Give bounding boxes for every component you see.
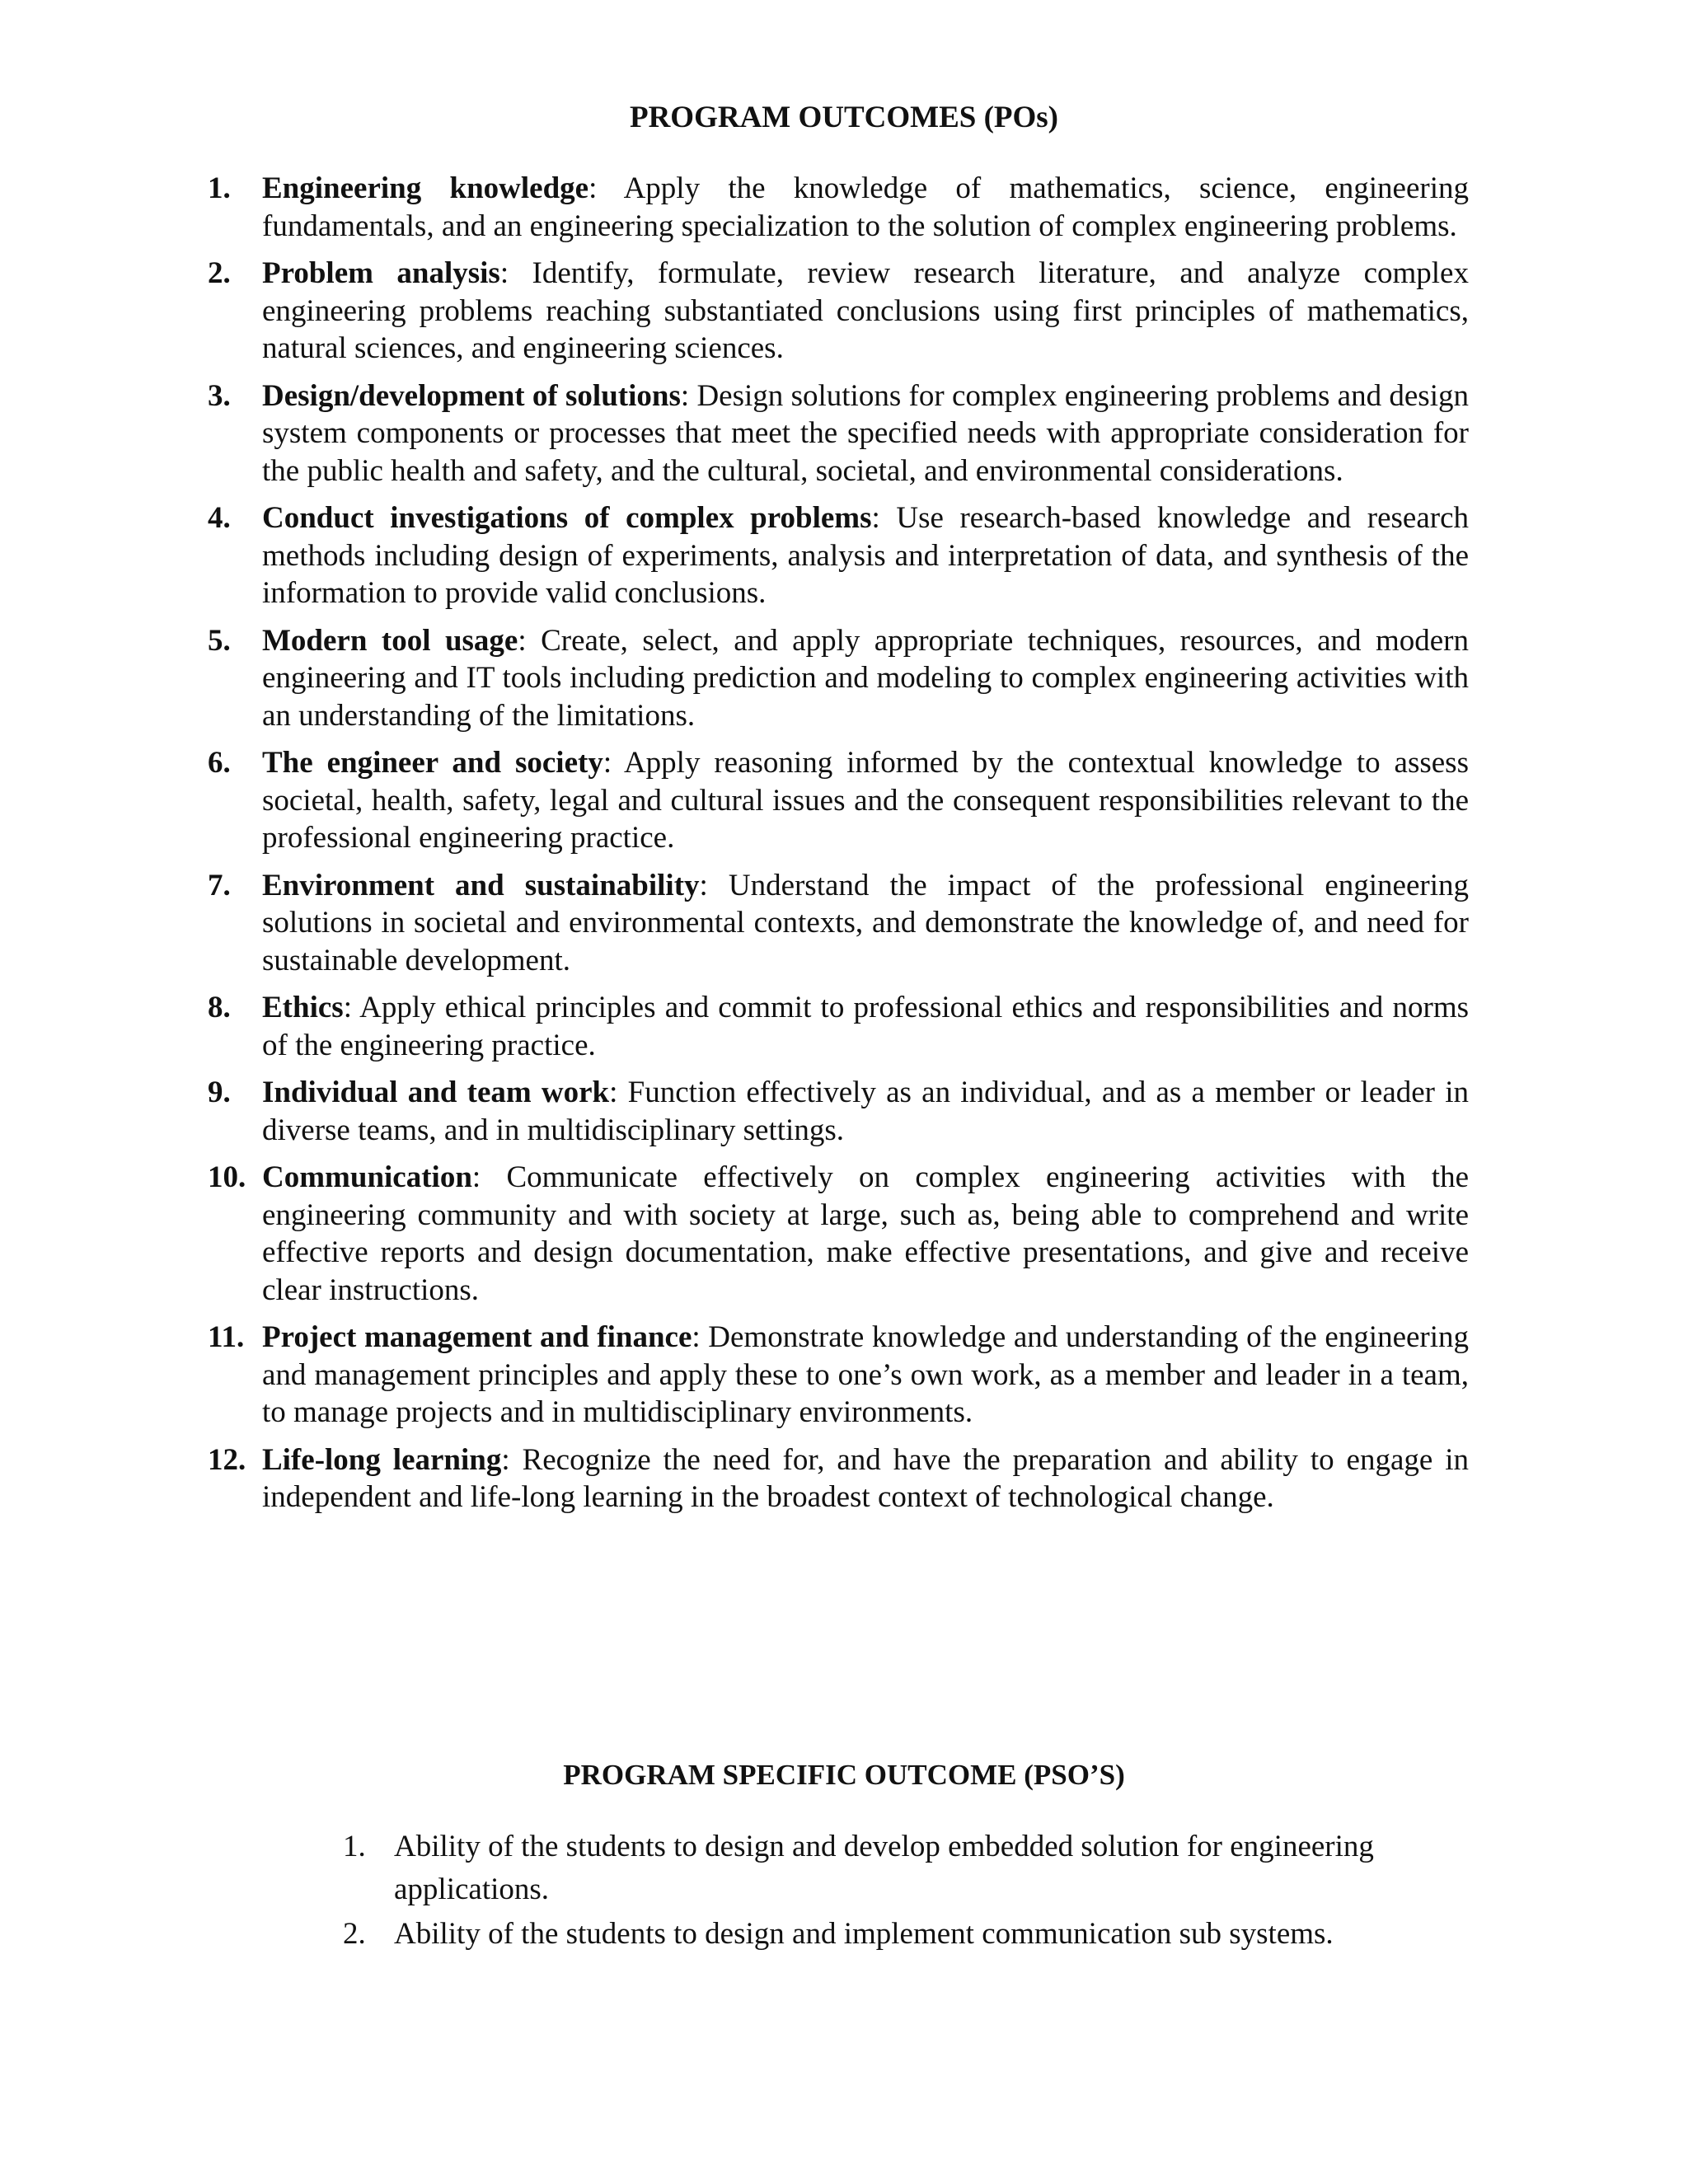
po-title: Ethics bbox=[262, 991, 344, 1024]
po-number: 10. bbox=[208, 1160, 246, 1194]
pso-description: Ability of the students to design and develop embedded solution for engineering applications. bbox=[394, 1830, 1374, 1906]
po-description: : Use research-based knowledge and research methods including design of experiments, analysis and interpretation of data, and synthesis of the information to provide valid conclusions. bbox=[262, 501, 1469, 610]
po-description: : Create, select, and apply appropriate techniques, resources, and modern engineering and IT tools including prediction and modeling to complex engineering activities with an understanding of the limitations. bbox=[262, 623, 1469, 733]
po-item-2 bbox=[208, 255, 1469, 368]
po-item-10 bbox=[208, 1159, 1469, 1309]
po-description: : Apply reasoning informed by the contextual knowledge to assess societal, health, safety, legal and cultural issues and the consequent responsibilities relevant to the professional engineering practice. bbox=[262, 746, 1469, 855]
po-number: 3. bbox=[208, 378, 231, 413]
po-description: : Understand the impact of the professional engineering solutions in societal and environmental contexts, and demonstrate the knowledge of, and need for sustainable development. bbox=[262, 868, 1469, 977]
po-title: Life-long learning bbox=[262, 1442, 502, 1477]
po-description: : Demonstrate knowledge and understanding of the engineering and management principles and apply these to one’s own work, as a member and leader in a team, to manage projects and in multidisciplinary environments. bbox=[262, 1320, 1470, 1429]
po-item-1 bbox=[208, 170, 1469, 245]
po-title: Design/development of solutions bbox=[262, 378, 681, 413]
po-title: Project management and finance bbox=[262, 1320, 692, 1354]
po-number: 8. bbox=[208, 991, 231, 1024]
po-description: : Apply the knowledge of mathematics, science, engineering fundamentals, and an engineering specialization to the solution of complex engineering problems. bbox=[262, 171, 1469, 243]
po-number: 11. bbox=[208, 1320, 245, 1354]
pso-number: 2. bbox=[343, 1917, 366, 1951]
po-item-6 bbox=[208, 744, 1469, 857]
program-specific-outcome-heading: PROGRAM SPECIFIC OUTCOME (PSO’S) bbox=[563, 1759, 1125, 1791]
po-item-12 bbox=[208, 1441, 1469, 1516]
po-title: Individual and team work bbox=[262, 1076, 610, 1109]
po-item-11 bbox=[208, 1319, 1469, 1432]
po-title: Conduct investigations of complex problems bbox=[262, 501, 872, 535]
po-title: Modern tool usage bbox=[262, 623, 518, 658]
po-title: Problem analysis bbox=[262, 256, 500, 290]
pso-description: Ability of the students to design and implement communication sub systems. bbox=[394, 1917, 1334, 1951]
po-description: : Apply ethical principles and commit to professional ethics and responsibilities and norms of the engineering practice. bbox=[262, 991, 1469, 1062]
po-item-3 bbox=[208, 377, 1469, 490]
po-description: : Function effectively as an individual, and as a member or leader in diverse teams, and in multidisciplinary settings. bbox=[262, 1076, 1469, 1147]
po-item-4 bbox=[208, 499, 1469, 612]
po-item-9 bbox=[208, 1074, 1469, 1149]
program-outcomes-heading: PROGRAM OUTCOMES (POs) bbox=[629, 101, 1059, 134]
po-title: Engineering knowledge bbox=[262, 171, 589, 205]
program-specific-outcomes-list bbox=[340, 1825, 1485, 1957]
po-title: Communication bbox=[262, 1160, 472, 1194]
po-description: : Recognize the need for, and have the preparation and ability to engage in independent and life-long learning in the broadest context of technological change. bbox=[262, 1442, 1469, 1514]
po-title: The engineer and society bbox=[262, 746, 603, 780]
program-outcomes-list bbox=[208, 170, 1469, 1526]
po-item-7 bbox=[208, 867, 1469, 980]
pso-item-1 bbox=[340, 1825, 1485, 1911]
po-number: 4. bbox=[208, 501, 231, 535]
po-title: Environment and sustainability bbox=[262, 868, 700, 902]
po-number: 2. bbox=[208, 256, 231, 290]
po-description: : Design solutions for complex engineering problems and design system components or processes that meet the specified needs with appropriate consideration for the public health and safety, and the cultural, societal, and environmental considerations. bbox=[262, 378, 1469, 488]
pso-number: 1. bbox=[343, 1830, 366, 1863]
po-description: : Communicate effectively on complex engineering activities with the engineering community and with society at large, such as, being able to comprehend and write effective reports and design documentation, make effective presentations, and give and receive clear instructions. bbox=[262, 1160, 1469, 1307]
po-number: 5. bbox=[208, 623, 231, 658]
po-number: 12. bbox=[208, 1442, 246, 1477]
po-item-8 bbox=[208, 989, 1469, 1064]
po-description: : Identify, formulate, review research literature, and analyze complex engineering problems reaching substantiated conclusions using first principles of mathematics, natural sciences, and engineering sciences. bbox=[262, 256, 1469, 365]
po-number: 1. bbox=[208, 171, 231, 205]
po-number: 6. bbox=[208, 746, 231, 780]
po-number: 7. bbox=[208, 868, 231, 902]
po-number: 9. bbox=[208, 1076, 231, 1109]
po-item-5 bbox=[208, 622, 1469, 735]
pso-item-2 bbox=[340, 1913, 1485, 1956]
